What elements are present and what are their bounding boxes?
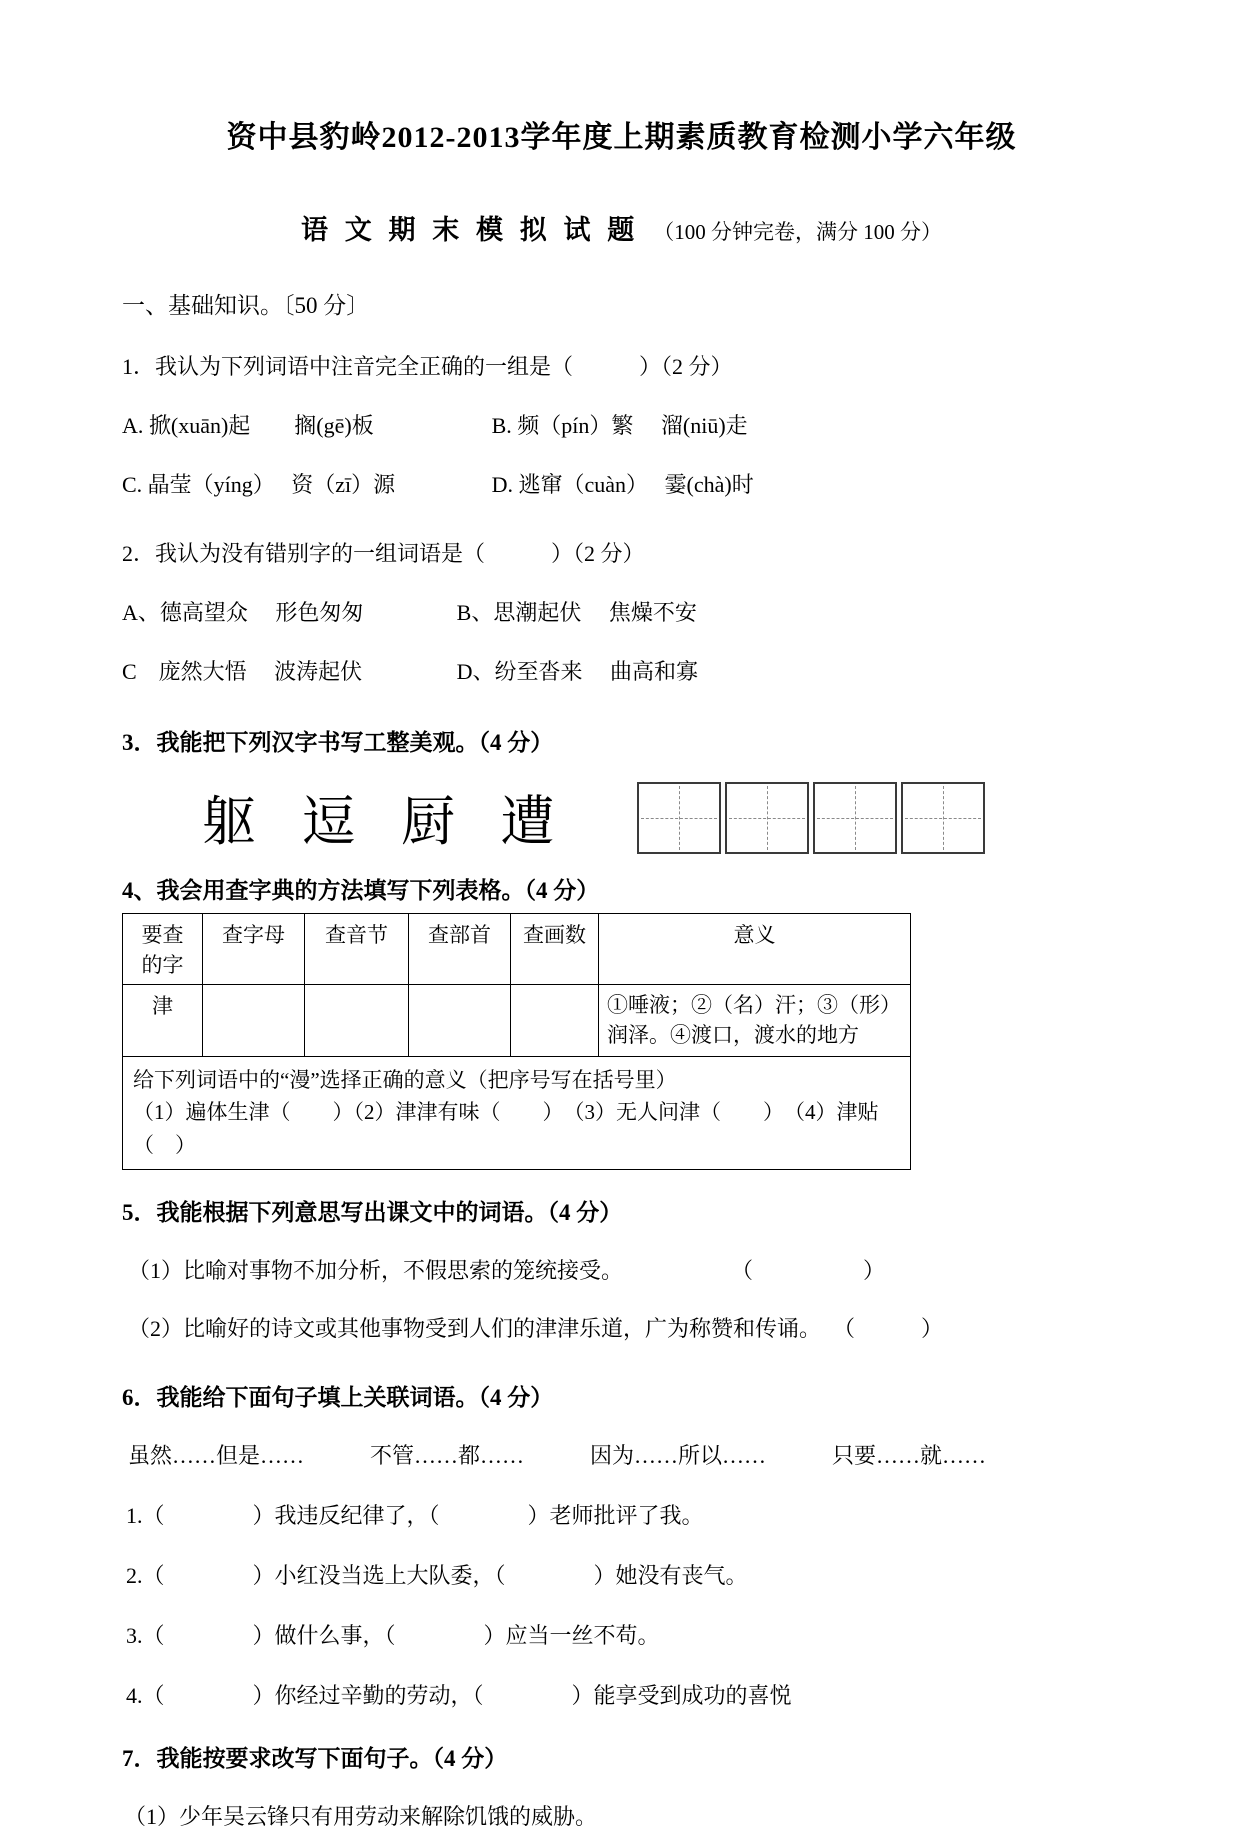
exam-subtitle-note: （100 分钟完卷，满分 100 分） bbox=[653, 220, 942, 244]
q6-stem: 6．我能给下面句子填上关联词语。（4 分） bbox=[122, 1384, 554, 1410]
q6-sentence-4: 4.（ ）你经过辛勤的劳动，（ ）能享受到成功的喜悦 bbox=[126, 1682, 792, 1708]
q6-connectives-bank: 虽然……但是…… 不管……都…… 因为……所以…… 只要……就…… bbox=[128, 1442, 987, 1468]
q1-option-d: D. 逃窜（cuàn） 霎(chà)时 bbox=[491, 472, 754, 497]
q5-item-1-text: （1）比喻对事物不加分析，不假思索的笼统接受。 bbox=[128, 1257, 624, 1283]
entry-meaning-cell: ①唾液；②（名）汗；③（形）润泽。④渡口，渡水的地方 bbox=[599, 985, 911, 1057]
table-header-row bbox=[123, 914, 911, 985]
q7-sentence-1: （1）少年吴云锋只有用劳动来解除饥饿的威胁。 bbox=[124, 1803, 598, 1829]
q2-option-b: B、思潮起伏 焦燥不安 bbox=[456, 600, 697, 625]
header-radical: 查部首 bbox=[409, 914, 511, 985]
q1-options-row-1 bbox=[122, 409, 1121, 440]
q1-option-a: A. 掀(xuān)起 搁(gē)板 bbox=[122, 413, 374, 438]
q6-sentence-1: 1.（ ）我违反纪律了，（ ）老师批评了我。 bbox=[126, 1502, 704, 1528]
q2-option-c: C 庞然大悟 波涛起伏 bbox=[122, 659, 363, 684]
entry-char-cell: 津 bbox=[123, 985, 203, 1057]
table-note-row bbox=[123, 1056, 911, 1169]
q1-option-c: C. 晶莹（yíng） 资（zī）源 bbox=[122, 472, 396, 497]
exam-subtitle: 语 文 期 末 模 拟 试 题 bbox=[301, 215, 640, 245]
entry-letter-cell bbox=[203, 985, 305, 1057]
q5-item-2-text: （2）比喻好的诗文或其他事物受到人们的津津乐道，广为称赞和传诵。 bbox=[128, 1315, 822, 1341]
header-syllable: 查音节 bbox=[305, 914, 409, 985]
q1-options-row-2 bbox=[122, 468, 1121, 499]
exam-title: 资中县豹岭2012-2013学年度上期素质教育检测小学六年级 bbox=[226, 121, 1017, 154]
header-letter: 查字母 bbox=[203, 914, 305, 985]
q4-stem: 4、我会用查字典的方法填写下列表格。（4 分） bbox=[122, 878, 600, 903]
header-meaning: 意义 bbox=[599, 914, 911, 985]
q5-item-1 bbox=[122, 1254, 1121, 1285]
writing-box-3 bbox=[813, 782, 897, 854]
q2-option-a: A、德高望众 形色匆匆 bbox=[122, 600, 364, 625]
header-strokes: 查画数 bbox=[511, 914, 599, 985]
q5-item-1-blank: （ ） bbox=[730, 1257, 885, 1283]
q6-sentence-2: 2.（ ）小红没当选上大队委，（ ）她没有丧气。 bbox=[126, 1562, 748, 1588]
entry-syllable-cell bbox=[305, 985, 409, 1057]
q1-option-b: B. 频（pín）繁 溜(niū)走 bbox=[491, 413, 748, 438]
q2-options-row-1 bbox=[122, 596, 1121, 627]
note-line-2: （1）遍体生津（ ）（2）津津有味（ ） （3）无人问津（ ） （4）津贴（ ） bbox=[133, 1100, 879, 1157]
q2-options-row-2 bbox=[122, 655, 1121, 686]
writing-box-4 bbox=[901, 782, 985, 854]
note-cell bbox=[123, 1056, 911, 1169]
q2-stem: 2．我认为没有错别字的一组词语是（ ）（2 分） bbox=[122, 541, 645, 566]
q5-item-2-blank: （ ） bbox=[832, 1315, 943, 1341]
q5-item-2 bbox=[122, 1312, 1121, 1343]
note-line-1: 给下列词语中的“漫”选择正确的意义（把序号写在括号里） bbox=[133, 1067, 677, 1092]
writing-practice-row bbox=[122, 779, 1121, 856]
table-entry-row bbox=[123, 985, 911, 1057]
q2-option-d: D、纷至沓来 曲高和寡 bbox=[456, 659, 699, 684]
writing-grid-boxes bbox=[637, 782, 985, 854]
q5-stem: 5．我能根据下列意思写出课文中的词语。（4 分） bbox=[122, 1199, 623, 1225]
writing-box-2 bbox=[725, 782, 809, 854]
exam-subtitle-row bbox=[122, 208, 1121, 247]
section-1-heading: 一、基础知识。〔50 分〕 bbox=[122, 293, 370, 318]
characters-to-copy: 躯 逗 厨 遭 bbox=[202, 792, 571, 852]
header-target-char: 要查的字 bbox=[123, 914, 203, 985]
entry-strokes-cell bbox=[511, 985, 599, 1057]
q7-stem: 7．我能按要求改写下面句子。（4 分） bbox=[122, 1745, 508, 1771]
writing-box-1 bbox=[637, 782, 721, 854]
entry-radical-cell bbox=[409, 985, 511, 1057]
q1-stem: 1．我认为下列词语中注音完全正确的一组是（ ）（2 分） bbox=[122, 354, 733, 379]
dictionary-lookup-table bbox=[122, 913, 911, 1170]
q6-sentence-3: 3.（ ）做什么事，（ ）应当一丝不苟。 bbox=[126, 1622, 660, 1648]
q3-stem: 3．我能把下列汉字书写工整美观。（4 分） bbox=[122, 730, 554, 755]
